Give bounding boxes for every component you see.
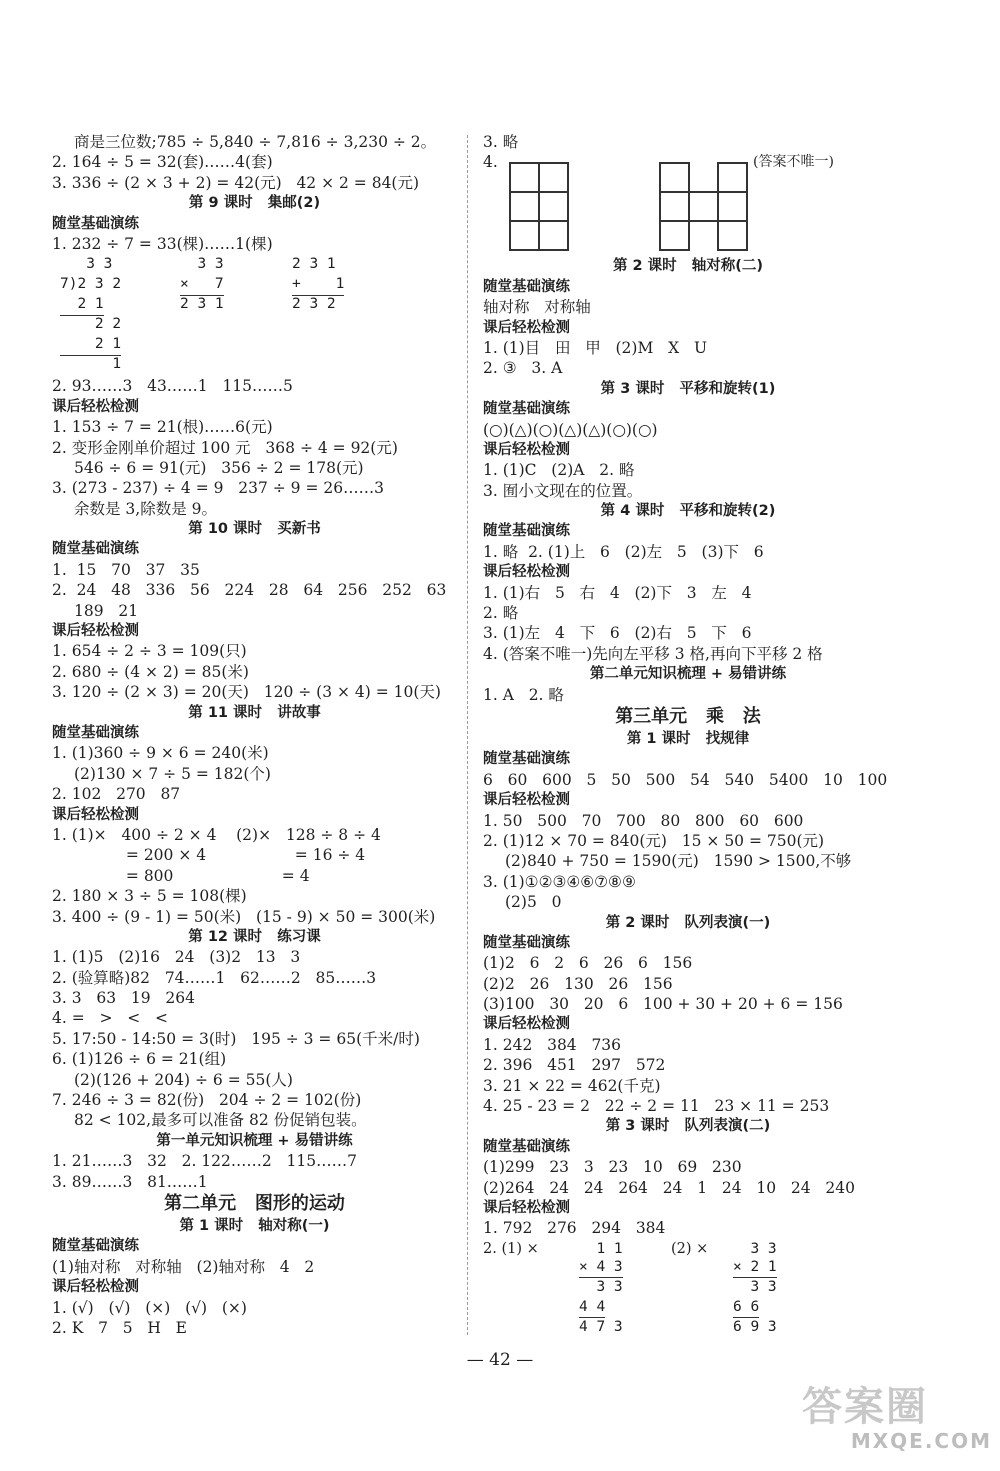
answer-note: (答案不唯一) <box>753 154 834 171</box>
answer-line: (○)(△)(○)(△)(△)(○)(○) <box>483 420 658 439</box>
calc-line: 4 4 <box>579 1297 605 1318</box>
calc-line: 3 3 <box>180 256 224 273</box>
calc-line: 1 1 <box>579 1240 623 1257</box>
answer-line: (1)2 6 2 6 26 6 156 <box>483 954 693 973</box>
section-heading: 课后轻松检测 <box>483 1016 570 1033</box>
calc-line: 6 9 3 <box>733 1318 777 1335</box>
section-heading: 随堂基础演练 <box>483 401 570 418</box>
answer-line: 3. 略 <box>483 133 519 151</box>
answer-line: 3. 21 × 22 = 462(千克) <box>483 1076 661 1095</box>
answer-grid-figure <box>659 162 748 251</box>
answer-line: 3. 120 ÷ (2 × 3) = 20(天) 120 ÷ (3 × 4) = 10(天) <box>52 683 441 702</box>
answer-line: 轴对称 对称轴 <box>483 298 591 317</box>
calc-line: 2. (1) × <box>483 1240 539 1257</box>
answer-line: 2. 102 270 87 <box>52 785 181 804</box>
calc-line: 4 7 3 <box>579 1318 623 1335</box>
answer-line: 2. 396 451 297 572 <box>483 1056 666 1075</box>
question-number: 4. <box>483 153 498 172</box>
calc-line: 3 3 <box>733 1278 777 1295</box>
answer-line: 1. 21……3 32 2. 122……2 115……7 <box>52 1152 357 1171</box>
calc-line: 2 3 2 <box>292 296 336 313</box>
answer-line: 3. (1)左 4 下 6 (2)右 5 下 6 <box>483 624 752 643</box>
answer-line: 2. (1)12 × 70 = 840(元) 15 × 50 = 750(元) <box>483 831 825 850</box>
section-heading: 课后轻松检测 <box>483 564 570 581</box>
calc-line: 3 3 <box>579 1278 623 1295</box>
vertical-multiplication-work <box>483 1239 893 1341</box>
answer-line: 3. 囿小文现在的位置。 <box>483 481 643 500</box>
lesson-title: 第 2 课时 队列表演(一) <box>605 914 771 931</box>
answer-line: 4. 25 - 23 = 2 22 ÷ 2 = 11 23 × 11 = 253 <box>483 1097 830 1116</box>
calc-line: 2 1 <box>60 334 121 355</box>
answer-line: 2. 180 × 3 ÷ 5 = 108(棵) <box>52 887 247 906</box>
answer-line: 1. 略 2. (1)上 6 (2)左 5 (3)下 6 <box>483 542 764 561</box>
answer-line: 商是三位数;785 ÷ 5,840 ÷ 7,816 ÷ 3,230 ÷ 2。 <box>74 133 437 151</box>
section-heading: 随堂基础演练 <box>52 541 139 558</box>
calc-line: 3 3 <box>60 256 113 273</box>
answer-line: 1. A 2. 略 <box>483 685 564 704</box>
answer-line: 1. 50 500 70 700 80 800 60 600 <box>483 811 804 830</box>
answer-line: 82 < 102,最多可以准备 82 份促销包装。 <box>74 1111 367 1130</box>
answer-line: = 800 = 4 <box>52 866 310 885</box>
section-heading: 随堂基础演练 <box>52 1238 139 1255</box>
answer-line: 4. (答案不唯一)先向左平移 3 格,再向下平移 2 格 <box>483 644 823 663</box>
section-heading: 随堂基础演练 <box>483 934 570 951</box>
section-heading: 课后轻松检测 <box>483 792 570 809</box>
answer-line: 1. 153 ÷ 7 = 21(根)……6(元) <box>52 418 273 437</box>
answer-line: = 200 × 4 = 16 ÷ 4 <box>52 846 366 865</box>
grid-answers <box>483 152 893 256</box>
watermark-url: MXQE.COM <box>850 1429 992 1453</box>
answer-line: 1. 792 276 294 384 <box>483 1219 666 1238</box>
calc-line: 6 6 <box>733 1297 759 1318</box>
unit-title: 第二单元 图形的运动 <box>164 1192 345 1214</box>
lesson-title: 第 4 课时 平移和旋转(2) <box>600 503 776 520</box>
answer-line: 546 ÷ 6 = 91(元) 356 ÷ 2 = 178(元) <box>74 458 364 477</box>
answer-line: 2. 164 ÷ 5 = 32(套)……4(套) <box>52 153 273 172</box>
answer-line: 1. (1)C (2)A 2. 略 <box>483 461 635 480</box>
watermark-logo <box>802 1385 992 1453</box>
section-heading: 随堂基础演练 <box>483 278 570 295</box>
answer-line: 3. 3 63 19 264 <box>52 989 195 1008</box>
answer-line: 5. 17:50 - 14:50 = 3(时) 195 ÷ 3 = 65(千米/时) <box>52 1029 420 1048</box>
answer-line: 2. (验算略)82 74……1 62……2 85……3 <box>52 968 377 987</box>
answer-line: 6. (1)126 ÷ 6 = 21(组) <box>52 1050 227 1069</box>
answer-line: 6 60 600 5 50 500 54 540 5400 10 100 <box>483 770 888 789</box>
lesson-title: 第 1 课时 轴对称(一) <box>179 1217 330 1234</box>
answer-line: 3. 89……3 81……1 <box>52 1172 208 1191</box>
calc-line: × 7 <box>180 274 224 295</box>
answer-line: 2. K 7 5 H E <box>52 1318 187 1337</box>
left-column <box>52 132 457 1338</box>
answer-line: (2)2 26 130 26 156 <box>483 974 673 993</box>
calc-line: 2 1 <box>60 294 104 315</box>
answer-line: 2. ③ 3. A <box>483 359 563 378</box>
answer-line: 4. = > < < <box>52 1009 169 1028</box>
lesson-title: 第 1 课时 找规律 <box>626 730 750 747</box>
lesson-title: 第 11 课时 讲故事 <box>188 704 321 721</box>
calc-line: + 1 <box>292 274 344 295</box>
lesson-title: 第 3 课时 队列表演(二) <box>605 1118 771 1135</box>
answer-line: 1. 232 ÷ 7 = 33(棵)……1(棵) <box>52 234 273 253</box>
section-heading: 随堂基础演练 <box>483 751 570 768</box>
section-heading: 随堂基础演练 <box>52 724 139 741</box>
lesson-title: 第 10 课时 买新书 <box>188 521 321 538</box>
calc-line: 2 3 1 <box>180 296 224 313</box>
answer-line: 1. 654 ÷ 2 ÷ 3 = 109(只) <box>52 642 247 661</box>
section-heading: 课后轻松检测 <box>483 441 570 458</box>
calc-line: 3 3 <box>733 1240 777 1257</box>
calc-line: 1 <box>60 356 122 373</box>
answer-line: (2)130 × 7 ÷ 5 = 182(个) <box>74 764 271 783</box>
answer-line: 1. (1)360 ÷ 9 × 6 = 240(米) <box>52 744 269 763</box>
answer-line: 3. 336 ÷ (2 × 3 + 2) = 42(元) 42 × 2 = 84(元) <box>52 173 420 192</box>
answer-line: 余数是 3,除数是 9。 <box>74 499 218 518</box>
calc-line: 2 3 1 <box>292 256 336 273</box>
long-division-work <box>52 254 457 376</box>
lesson-title: 第 9 课时 集邮(2) <box>188 195 321 212</box>
answer-line: 1. (1)目 田 甲 (2)M X U <box>483 338 708 357</box>
answer-line: 3. 400 ÷ (9 - 1) = 50(米) (15 - 9) × 50 = 300(米) <box>52 907 436 926</box>
answer-line: (2)840 + 750 = 1590(元) 1590 > 1500,不够 <box>505 852 852 871</box>
column-divider <box>467 135 468 1335</box>
section-heading: 课后轻松检测 <box>52 398 139 415</box>
section-heading: 课后轻松检测 <box>52 806 139 823</box>
answer-line: 1. (√) (√) (×) (√) (×) <box>52 1298 247 1317</box>
answer-line: 2. 变形金刚单价超过 100 元 368 ÷ 4 = 92(元) <box>52 438 398 457</box>
calc-line: × 2 1 <box>733 1257 777 1278</box>
answer-line: 1. 242 384 736 <box>483 1035 622 1054</box>
answer-line: (2)264 24 24 264 24 1 24 10 24 240 <box>483 1178 855 1197</box>
answer-line: 1. (1)右 5 右 4 (2)下 3 左 4 <box>483 583 752 602</box>
section-heading: 课后轻松检测 <box>483 319 570 336</box>
section-heading: 随堂基础演练 <box>483 1138 570 1155</box>
lesson-title: 第 12 课时 练习课 <box>188 928 321 945</box>
unit-title: 第三单元 乘 法 <box>615 705 761 727</box>
answer-line: 3. (273 - 237) ÷ 4 = 9 237 ÷ 9 = 26……3 <box>52 479 384 498</box>
section-heading: 课后轻松检测 <box>52 1279 139 1296</box>
answer-line: (1)轴对称 对称轴 (2)轴对称 4 2 <box>52 1257 315 1276</box>
answer-line: 1. (1)5 (2)16 24 (3)2 13 3 <box>52 948 301 967</box>
answer-line: 3. (1)①②③④⑥⑦⑧⑨ <box>483 872 636 891</box>
section-heading: 课后轻松检测 <box>483 1199 570 1216</box>
lesson-title: 第 3 课时 平移和旋转(1) <box>600 380 776 397</box>
calc-line: (2) × <box>671 1240 709 1257</box>
answer-line: 7. 246 ÷ 3 = 82(份) 204 ÷ 2 = 102(份) <box>52 1091 362 1110</box>
answer-line: 2. 680 ÷ (4 × 2) = 85(米) <box>52 662 249 681</box>
answer-line: (1)299 23 3 23 10 69 230 <box>483 1158 742 1177</box>
lesson-title: 第一单元知识梳理 + 易错讲练 <box>156 1132 353 1149</box>
lesson-title: 第二单元知识梳理 + 易错讲练 <box>589 666 787 683</box>
calc-line: × 4 3 <box>579 1257 623 1278</box>
answer-line: (2)(126 + 204) ÷ 6 = 55(人) <box>74 1070 293 1089</box>
right-column <box>483 132 893 1341</box>
answer-line: 1. 15 70 37 35 <box>52 560 200 579</box>
answer-line: 2. 24 48 336 56 224 28 64 256 252 63 <box>52 581 447 600</box>
lesson-title: 第 2 课时 轴对称(二) <box>612 258 764 275</box>
answer-line: (2)5 0 <box>505 893 562 912</box>
answer-line: 189 21 <box>74 601 139 620</box>
answer-line: (3)100 30 20 6 100 + 30 + 20 + 6 = 156 <box>483 995 843 1014</box>
answer-line: 2. 93……3 43……1 115……5 <box>52 377 293 396</box>
answer-grid-figure <box>509 162 569 251</box>
answer-line: 2. 略 <box>483 604 519 623</box>
section-heading: 随堂基础演练 <box>483 523 570 540</box>
answer-line: 1. (1)× 400 ÷ 2 × 4 (2)× 128 ÷ 8 ÷ 4 <box>52 825 381 844</box>
calc-line: 7)2 3 2 <box>60 276 122 293</box>
calc-line: 2 2 <box>60 316 122 333</box>
page-number: — 42 — <box>466 1350 534 1370</box>
section-heading: 课后轻松检测 <box>52 623 139 640</box>
watermark-text: 答案圈 <box>802 1384 928 1430</box>
section-heading: 随堂基础演练 <box>52 215 139 232</box>
